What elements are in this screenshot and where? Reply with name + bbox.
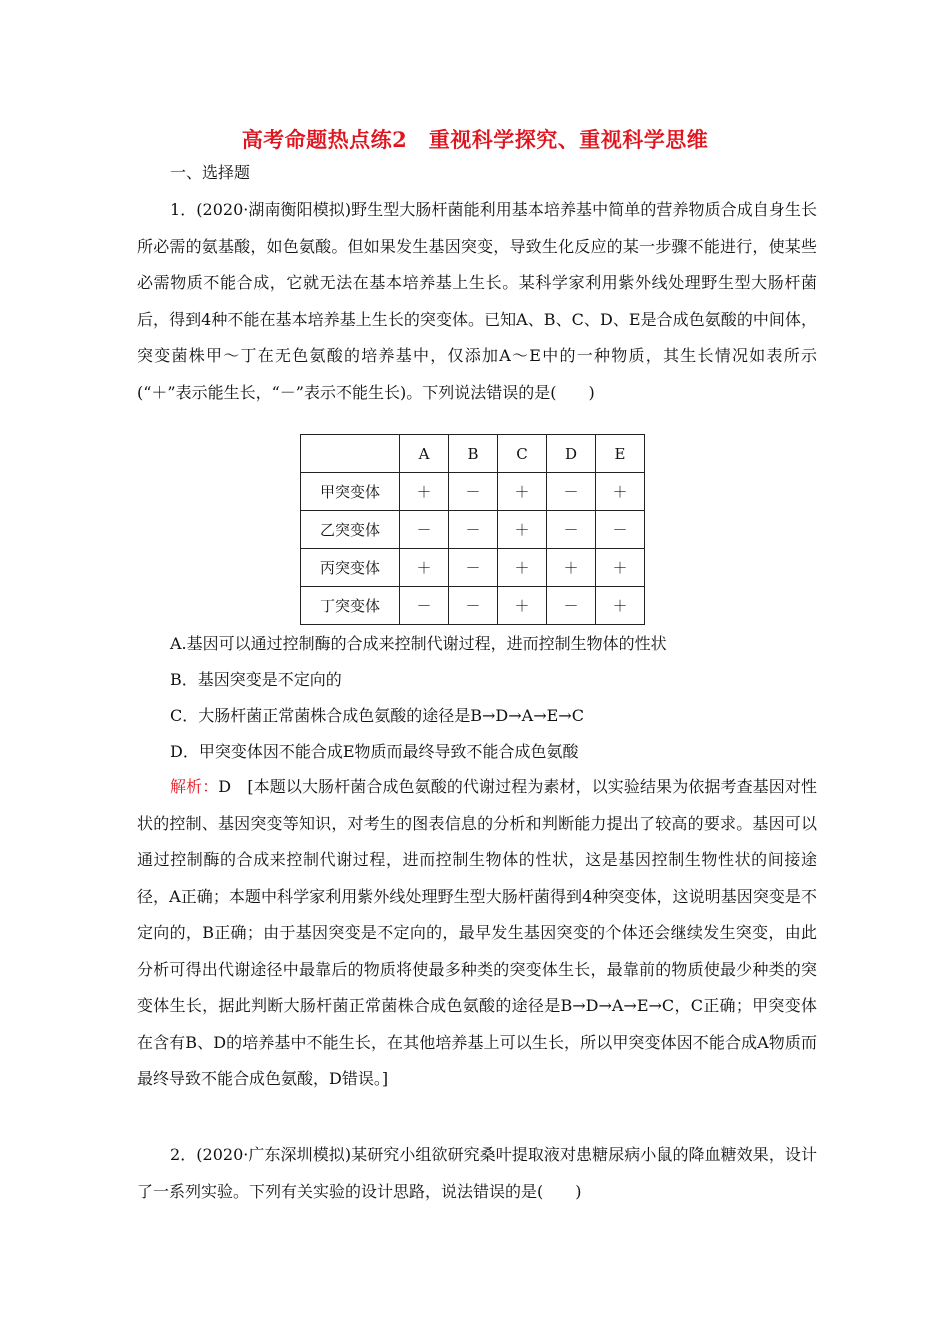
option-b: B．基因突变是不定向的: [170, 670, 342, 689]
table-cell: －: [449, 511, 498, 549]
table-cell: ＋: [498, 511, 547, 549]
table-row-label: 丁突变体: [301, 587, 400, 625]
option-c: C．大肠杆菌正常菌株合成色氨酸的途径是B→D→A→E→C: [170, 706, 584, 725]
table-cell: －: [596, 511, 645, 549]
table-cell: －: [449, 473, 498, 511]
analysis-text: D [本题以大肠杆菌合成色氨酸的代谢过程为素材，以实验结果为依据考查基因对性状的控制、基因突变等知识，对考生的图表信息的分析和判断能力提出了较高的要求。基因可以通过控制酶的合成来控制代谢过程，进而控制生物体的性状，这是基因控制生物性状的间接途径，A正确；本题中科学家利用紫外线处理野生型大肠杆菌得到4种突变体，这说明基因突变是不定向的，B正确；由于基因突变是不定向的，最早发生基因突变的个体还会继续发生突变，由此分析可得出代谢途径中最靠后的物质将使最多种类的突变体生长，最靠前的物质使最少种类的突变体生长，据此判断大肠杆菌正常菌株合成色氨酸的途径是B→D→A→E→C，C正确；甲突变体在含有B、D的培养基中不能生长，在其他培养基上可以生长，所以甲突变体因不能合成A物质而最终导致不能合成色氨酸，D错误。]: [137, 777, 817, 1088]
table-row: [301, 473, 645, 511]
table-cell: ＋: [498, 549, 547, 587]
table-row-label: 乙突变体: [301, 511, 400, 549]
table-row-label: 甲突变体: [301, 473, 400, 511]
question-2-stem: 2．(2020·广东深圳模拟)某研究小组欲研究桑叶提取液对患糖尿病小鼠的降血糖效果，设计了一系列实验。下列有关实验的设计思路，说法错误的是( ): [137, 1145, 817, 1201]
table-corner-cell: [301, 435, 400, 473]
analysis-label: 解析：: [170, 777, 219, 796]
table-cell: －: [449, 587, 498, 625]
option-d: D．甲突变体因不能合成E物质而最终导致不能合成色氨酸: [170, 742, 579, 761]
table-row: [301, 549, 645, 587]
table-cell: ＋: [596, 587, 645, 625]
table-cell: ＋: [498, 473, 547, 511]
table-cell: ＋: [596, 549, 645, 587]
table-column-header: A: [400, 435, 449, 473]
question-1-stem: 1．(2020·湖南衡阳模拟)野生型大肠杆菌能利用基本培养基中简单的营养物质合成自身生长所必需的氨基酸，如色氨酸。但如果发生基因突变，导致生化反应的某一步骤不能进行，使某些必需物质不能合成，它就无法在基本培养基上生长。某科学家利用紫外线处理野生型大肠杆菌后，得到4种不能在基本培养基上生长的突变体。已知A、B、C、D、E是合成色氨酸的中间体，突变菌株甲～丁在无色氨酸的培养基中，仅添加A～E中的一种物质，其生长情况如表所示(“＋”表示能生长，“－”表示不能生长)。下列说法错误的是( ): [137, 200, 817, 402]
table-cell: －: [547, 587, 596, 625]
table-cell: ＋: [400, 549, 449, 587]
table-column-header: E: [596, 435, 645, 473]
table-cell: －: [449, 549, 498, 587]
mutant-growth-table: [300, 434, 645, 625]
table-cell: －: [547, 511, 596, 549]
table-cell: －: [400, 587, 449, 625]
table-cell: －: [547, 473, 596, 511]
table-cell: ＋: [596, 473, 645, 511]
table-cell: ＋: [400, 473, 449, 511]
table-row: [301, 511, 645, 549]
table-header-row: [301, 435, 645, 473]
table-column-header: B: [449, 435, 498, 473]
table-cell: ＋: [498, 587, 547, 625]
question-1-analysis: [137, 769, 817, 1098]
table-row: [301, 587, 645, 625]
section-heading: 一、选择题: [170, 163, 251, 182]
table-cell: ＋: [547, 549, 596, 587]
option-a: A.基因可以通过控制酶的合成来控制代谢过程，进而控制生物体的性状: [170, 634, 667, 653]
table-row-label: 丙突变体: [301, 549, 400, 587]
table-column-header: C: [498, 435, 547, 473]
table-column-header: D: [547, 435, 596, 473]
table-cell: －: [400, 511, 449, 549]
page-title: 高考命题热点练2 重视科学探究、重视科学思维: [241, 127, 709, 152]
